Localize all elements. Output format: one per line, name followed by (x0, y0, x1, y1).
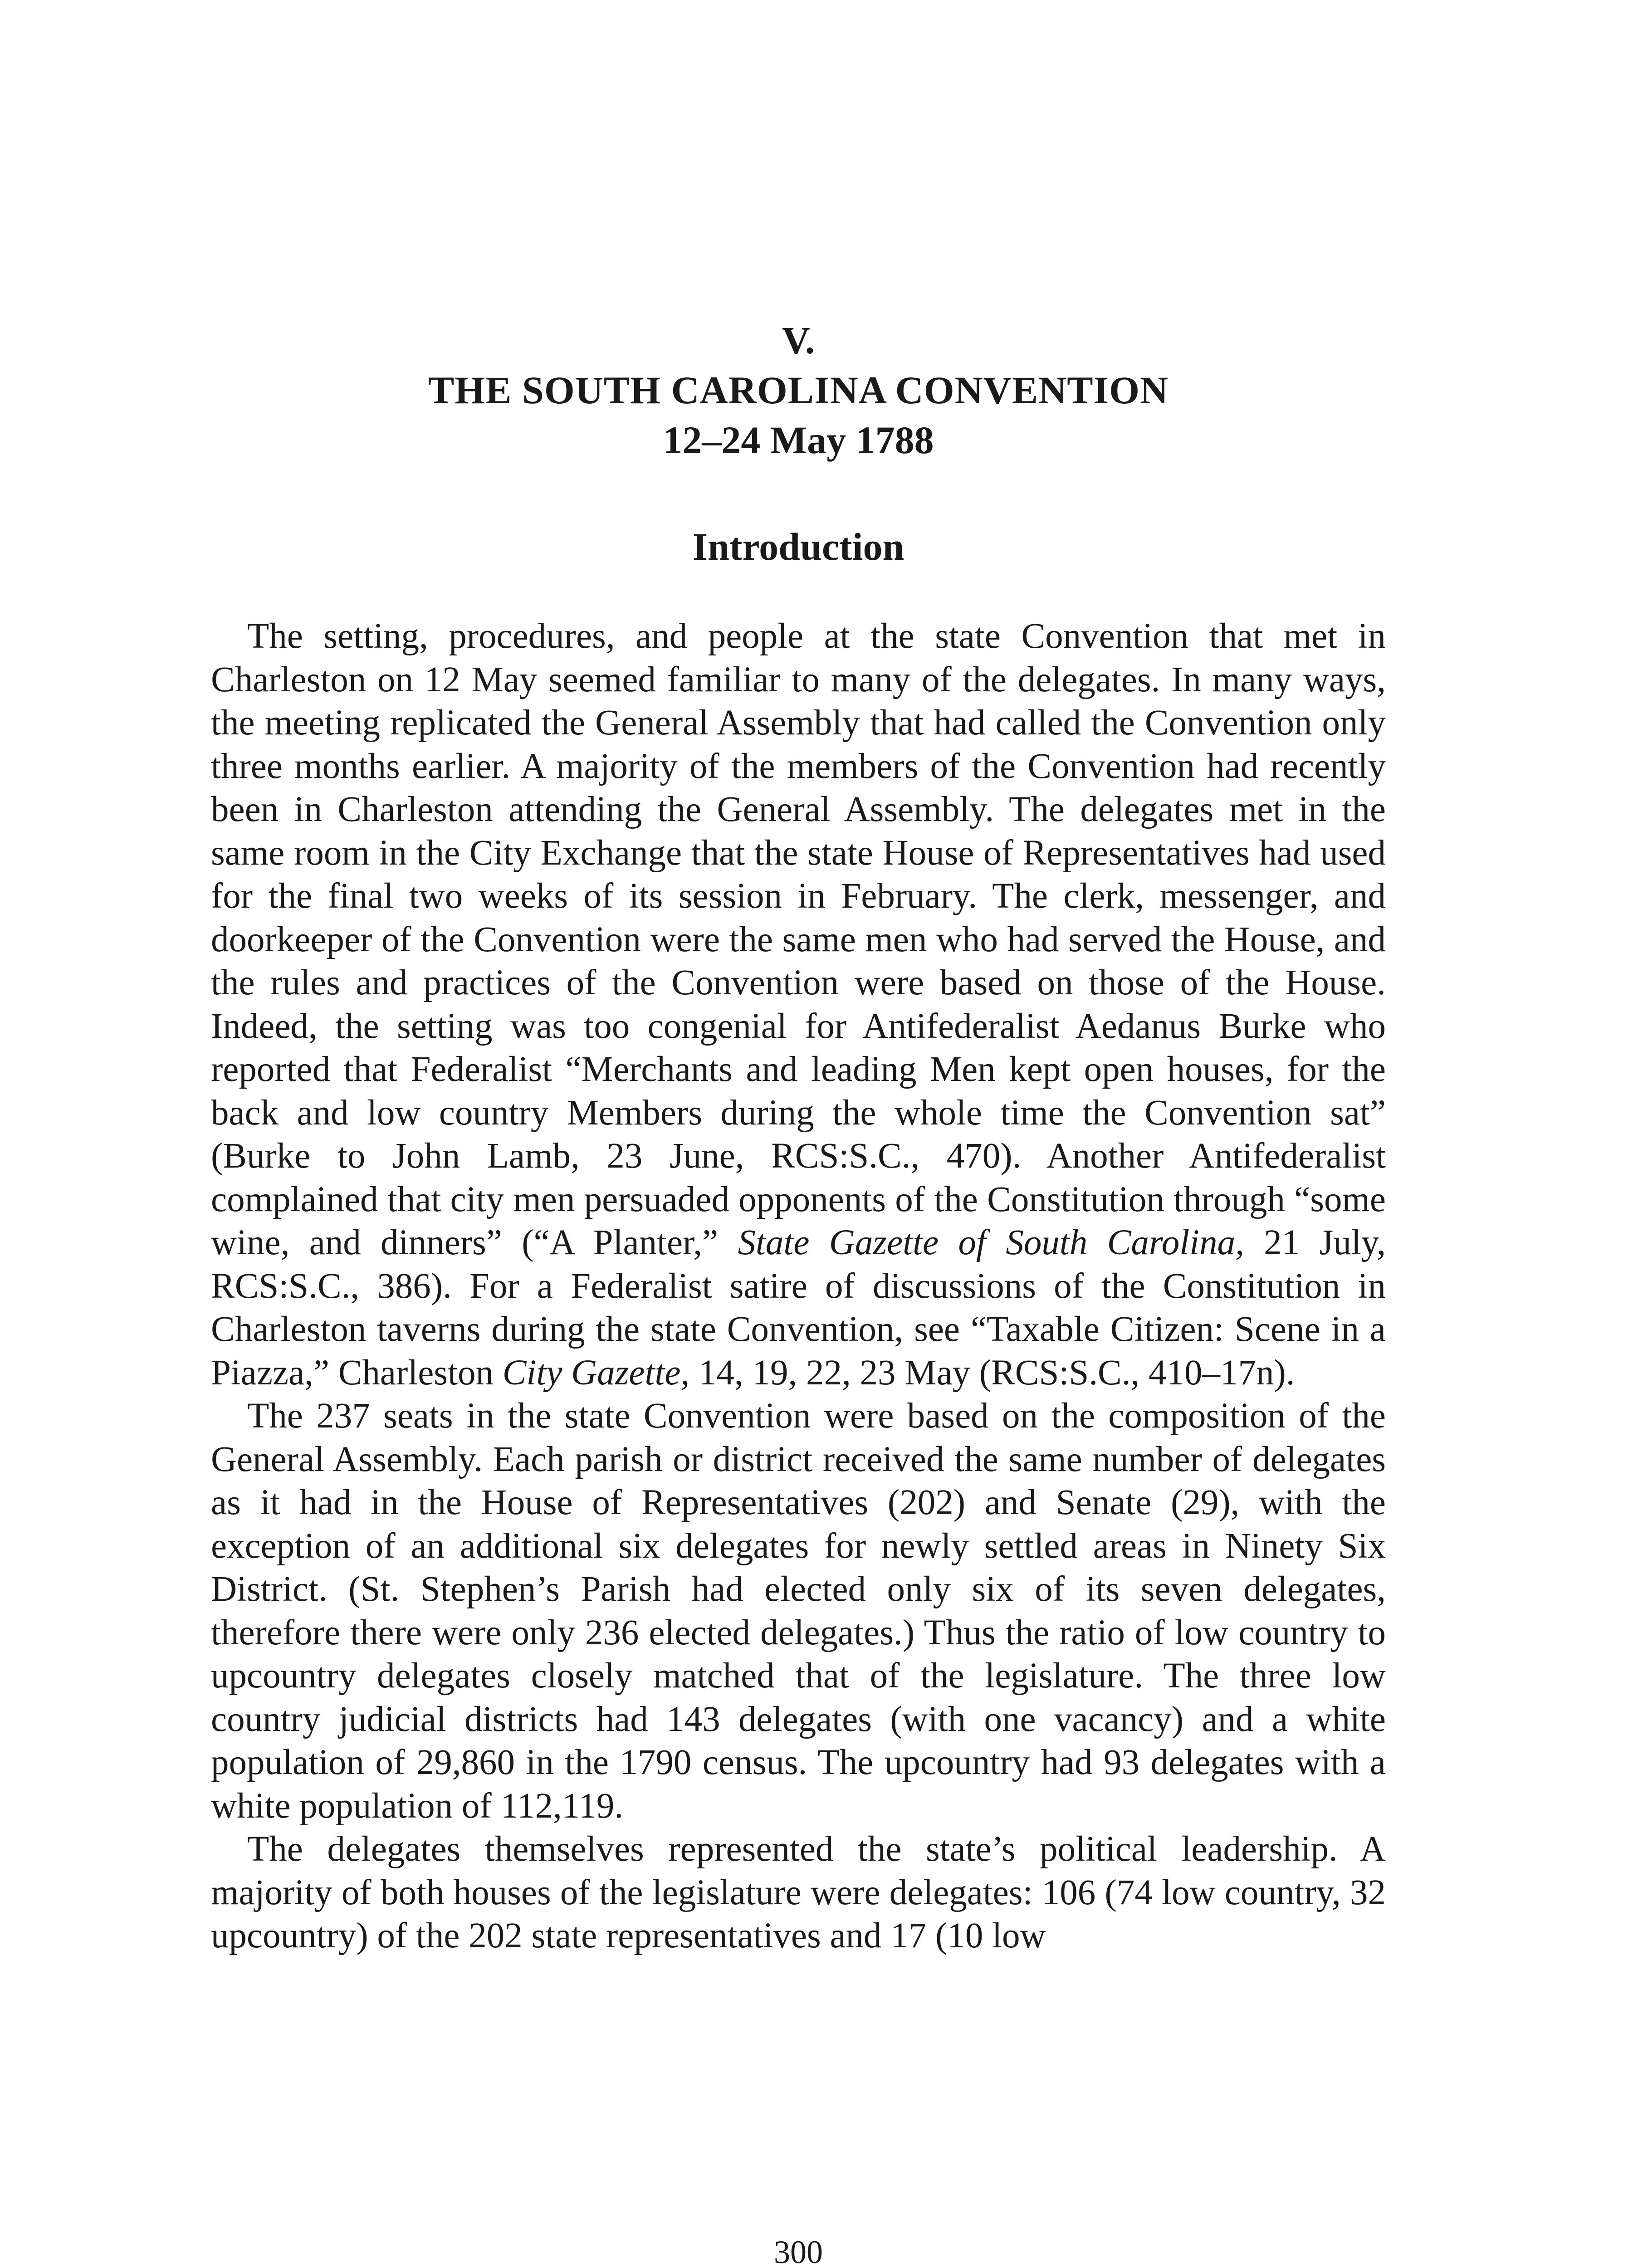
paragraph-1-italic-state-gazette: State Gazette of South Carolina, (738, 1223, 1244, 1262)
section-heading: Introduction (692, 525, 905, 568)
chapter-number: V. (782, 318, 815, 362)
paragraph-1-italic-city-gazette: City Gazette, (502, 1353, 690, 1393)
paragraph-3: The delegates themselves represented the state’s political leadership. A majority of both houses of the legislature were delegates: 106 (74 low country, 32 upcountry) of the 202 state representatives and 17 (10 low (211, 1829, 1386, 1955)
chapter-dates: 12–24 May 1788 (663, 418, 934, 462)
paragraph-1-text-a: The setting, procedures, and people at the state Convention that met in Charleston on 12 May seemed familiar to many of the delegates. In many ways, the meeting replicated the General Assembly that had called the Convention only three months earlier. A majority of the members of the Convention had recently been in Charleston attending the General Assembly. The delegates met in the same room in the City Exchange that the state House of Representatives had used for the final two weeks of its session in February. The clerk, messenger, and doorkeeper of the Convention were the same men who had served the House, and the rules and practices of the Convention were based on those of the House. Indeed, the setting was too congenial for Antifederalist Aedanus Burke who reported that Federalist “Merchants and leading Men kept open houses, for the back and low country Members during the whole time the Convention sat” (Burke to John Lamb, 23 June, RCS:S.C., 470). Another Antifederalist complained that city men persuaded opponents of the Constitution through “some wine, and dinners” (“A Planter,” (211, 616, 1386, 1262)
page-number: 300 (774, 2234, 823, 2268)
paragraph-2: The 237 seats in the state Convention were based on the composition of the General Assembly. Each parish or district received the same number of delegates as it had in the House of Representatives (202) and Senate (29), with the exception of an additional six delegates for newly settled areas in Ninety Six District. (St. Stephen’s Parish had elected only six of its seven delegates, therefore there were only 236 elected delegates.) Thus the ratio of low country to upcountry delegates closely matched that of the legislature. The three low country judicial districts had 143 delegates (with one vacancy) and a white population of 29,860 in the 1790 census. The upcountry had 93 delegates with a white population of 112,119. (211, 1396, 1386, 1826)
paragraph-1-text-b: 21 July, RCS:S.C., 386). For a Federalist satire of discussions of the Constitution in Charleston taverns during the state Convention, see “Taxable Citizen: Scene in a Piazza,” Charleston (211, 1223, 1386, 1393)
paragraph-1-text-c: 14, 19, 22, 23 May (RCS:S.C., 410–17n). (689, 1353, 1295, 1393)
body-text (211, 615, 1386, 1958)
chapter-title: THE SOUTH CAROLINA CONVENTION (428, 368, 1169, 412)
paragraph-1 (211, 615, 1386, 1394)
